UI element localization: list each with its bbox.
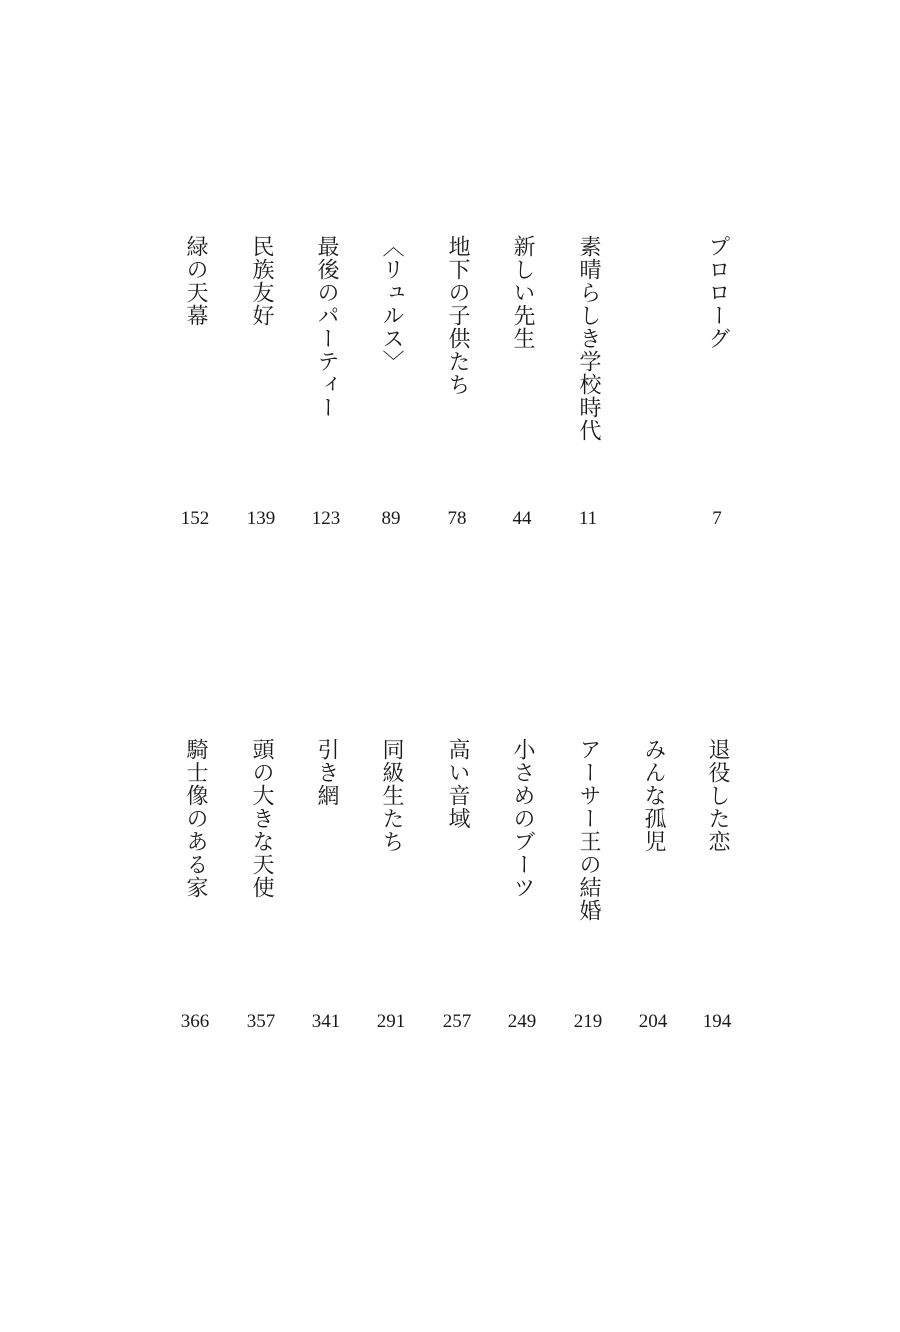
toc-entry-page: 152 [180,508,210,529]
toc-entry-title: 〈リュルス〉 [379,235,404,373]
toc-entry[interactable] [568,235,608,535]
toc-entry[interactable] [306,738,346,1038]
toc-entry[interactable] [437,738,477,1038]
toc-entry[interactable] [175,235,215,535]
toc-entry-title: みんな孤児 [641,738,666,853]
toc-entry[interactable] [633,738,673,1038]
toc-entry-page: 44 [512,508,532,529]
toc-entry[interactable] [175,738,215,1038]
toc-entry-title: 新しい先生 [510,235,535,350]
toc-entry[interactable] [437,235,477,535]
toc-entry-title: 緑の天幕 [183,235,208,327]
toc-entry-title: 民族友好 [249,235,274,327]
toc-part-1 [0,235,900,535]
toc-entry[interactable] [241,738,281,1038]
toc-entry-page: 78 [447,508,467,529]
toc-entry-title: 頭の大きな天使 [249,738,274,899]
toc-entry-title: 素晴らしき学校時代 [576,235,601,442]
toc-entry[interactable] [697,738,737,1038]
toc-entry-title: 高い音域 [445,738,470,830]
toc-entry[interactable] [371,235,411,535]
toc-entry-page: 89 [381,508,401,529]
toc-entry-page: 123 [311,508,341,529]
toc-entry-page: 366 [180,1011,210,1032]
toc-entry-page: 194 [702,1011,732,1032]
toc-entry-title: 地下の子供たち [445,235,470,396]
toc-entry-page: 341 [311,1011,341,1032]
toc-entry-page: 249 [507,1011,537,1032]
toc-entry-page: 139 [246,508,276,529]
toc-entry-title: プロローグ [705,235,730,350]
toc-entry-title: 騎士像のある家 [183,738,208,899]
toc-part-2 [0,738,900,1038]
toc-entry-title: 引き網 [314,738,339,807]
toc-entry-page: 219 [573,1011,603,1032]
toc-entry-title: 同級生たち [379,738,404,853]
toc-entry-title: 退役した恋 [705,738,730,853]
toc-entry[interactable] [306,235,346,535]
toc-entry-page: 11 [578,508,598,529]
toc-entry[interactable] [568,738,608,1038]
toc-entry[interactable] [371,738,411,1038]
toc-entry[interactable] [502,235,542,535]
toc-entry-page: 257 [442,1011,472,1032]
toc-entry[interactable] [241,235,281,535]
toc-entry-page: 291 [376,1011,406,1032]
toc-entry[interactable] [697,235,737,535]
toc-entry-page: 204 [638,1011,668,1032]
toc-entry-page: 357 [246,1011,276,1032]
toc-entry-title: 最後のパーティー [314,235,339,419]
toc-entry[interactable] [502,738,542,1038]
toc-entry-title: アーサー王の結婚 [576,738,601,922]
toc-entry-title: 小さめのブーツ [510,738,535,899]
toc-entry-page: 7 [712,508,722,529]
